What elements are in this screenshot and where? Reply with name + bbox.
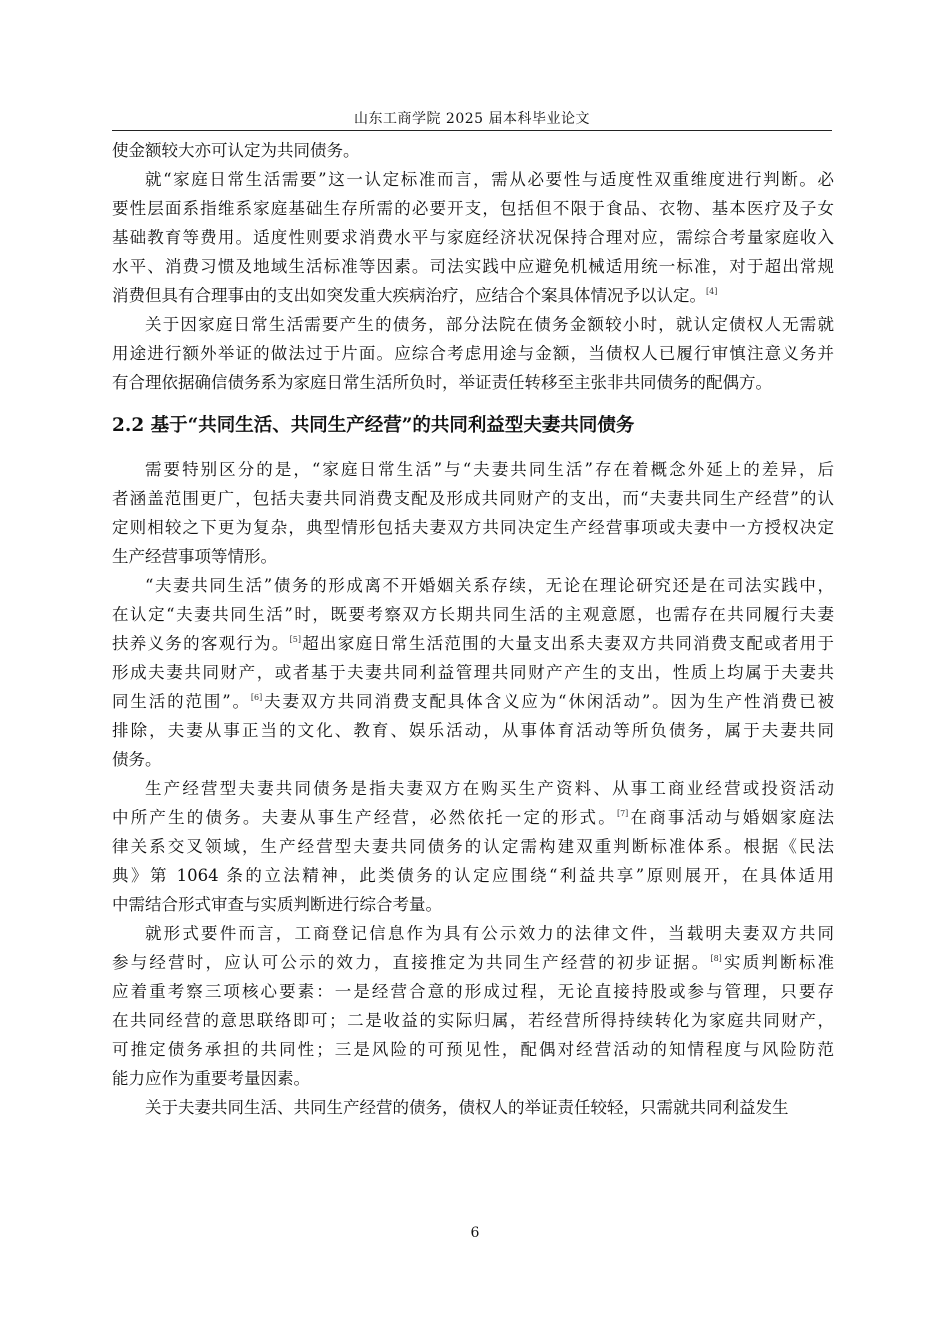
text-line	[112, 774, 834, 803]
line-text: 用途进行额外举证的做法过于片面。应综合考虑用途与金额，当债权人已履行审慎注意义务并	[112, 344, 834, 363]
text-line	[112, 600, 834, 629]
line-text: 形成夫妻共同财产，或者基于夫妻共同利益管理共同财产产生的支出，性质上均属于夫妻共	[112, 663, 834, 682]
text-line	[112, 890, 834, 919]
line-text-continued: 在商事活动与婚姻家庭法	[628, 808, 834, 827]
line-text: 在认定“夫妻共同生活”时，既要考察双方长期共同生活的主观意愿，也需存在共同履行夫妻	[112, 605, 834, 624]
line-text: 可推定债务承担的共同性；三是风险的可预见性，配偶对经营活动的知情程度与风险防范	[112, 1040, 834, 1059]
line-text: 水平、消费习惯及地域生活标准等因素。司法实践中应避免机械适用统一标准，对于超出常规	[112, 257, 834, 276]
line-text: 生产经营事项等情形。	[112, 547, 277, 566]
text-line	[112, 252, 834, 281]
line-text: 能力应作为重要考量因素。	[112, 1069, 310, 1088]
paragraph	[112, 1093, 834, 1122]
text-line	[112, 977, 834, 1006]
text-line	[112, 136, 834, 165]
text-line	[112, 1035, 834, 1064]
citation-ref: [8]	[710, 954, 722, 963]
body-text	[112, 136, 834, 1122]
text-line	[112, 310, 834, 339]
text-line	[112, 832, 834, 861]
line-text: 应着重考察三项核心要素：一是经营合意的形成过程，无论直接持股或参与管理，只要存	[112, 982, 834, 1001]
citation-ref: [6]	[250, 693, 263, 702]
paragraph	[112, 136, 834, 165]
line-text: 需要特别区分的是，“家庭日常生活”与“夫妻共同生活”存在着概念外延上的差异，后	[145, 460, 834, 479]
line-text: 定则相较之下更为复杂，典型情形包括夫妻双方共同决定生产经营事项或夫妻中一方授权决定	[112, 518, 834, 537]
paragraph	[112, 571, 834, 774]
line-text: 债务。	[112, 750, 162, 769]
text-line	[112, 803, 834, 832]
line-text: “夫妻共同生活”债务的形成离不开婚姻关系存续，无论在理论研究还是在司法实践中，	[145, 576, 834, 595]
text-line	[112, 165, 834, 194]
line-text: 使金额较大亦可认定为共同债务。	[112, 141, 360, 160]
page-number: 6	[470, 1225, 480, 1241]
citation-ref: [7]	[616, 809, 629, 818]
line-text: 关于夫妻共同生活、共同生产经营的债务，债权人的举证责任较轻，只需就共同利益发生	[145, 1098, 789, 1117]
line-text: 参与经营时，应认可公示的效力，直接推定为共同生产经营的初步证据。	[112, 953, 711, 972]
text-line	[112, 745, 834, 774]
line-text: 同生活的范围”。	[112, 692, 251, 711]
text-line	[112, 571, 834, 600]
paragraph	[112, 165, 834, 310]
line-text: 者涵盖范围更广，包括夫妻共同消费支配及形成共同财产的支出，而“夫妻共同生产经营”的认	[112, 489, 834, 508]
text-line	[112, 513, 834, 542]
text-line	[112, 194, 834, 223]
line-text: 扶养义务的客观行为。	[112, 634, 290, 653]
citation-ref: [5]	[289, 635, 302, 644]
line-text: 在共同经营的意思联络即可；二是收益的实际归属，若经营所得持续转化为家庭共同财产，	[112, 1011, 834, 1030]
line-text: 要性层面系指维系家庭基础生存所需的必要开支，包括但不限于食品、衣物、基本医疗及子女	[112, 199, 834, 218]
text-line	[112, 658, 834, 687]
paragraph	[112, 919, 834, 1093]
line-text: 律关系交叉领域，生产经营型夫妻共同债务的认定需构建双重判断标准体系。根据《民法	[112, 837, 834, 856]
text-line	[112, 1093, 834, 1122]
running-header: 山东工商学院 2025 届本科毕业论文	[353, 111, 591, 127]
text-line	[112, 1064, 834, 1093]
section-before-heading	[112, 136, 834, 397]
line-text: 就形式要件而言，工商登记信息作为具有公示效力的法律文件，当载明夫妻双方共同	[145, 924, 834, 943]
text-line	[112, 687, 834, 716]
text-line	[112, 484, 834, 513]
paragraph	[112, 310, 834, 397]
line-text: 生产经营型夫妻共同债务是指夫妻双方在购买生产资料、从事工商业经营或投资活动	[145, 779, 834, 798]
line-text-continued: 超出家庭日常生活范围的大量支出系夫妻双方共同消费支配或者用于	[301, 634, 834, 653]
line-text: 中所产生的债务。夫妻从事生产经营，必然依托一定的形式。	[112, 808, 617, 827]
line-text-continued: 夫妻双方共同消费支配具体含义应为“休闲活动”。因为生产性消费已被	[262, 692, 834, 711]
line-text: 消费但具有合理事由的支出如突发重大疾病治疗，应结合个案具体情况予以认定。	[112, 286, 706, 305]
text-line	[112, 542, 834, 571]
text-line	[112, 455, 834, 484]
text-line	[112, 919, 834, 948]
header-rule	[112, 130, 832, 131]
text-line	[112, 368, 834, 397]
line-text: 排除，夫妻从事正当的文化、教育、娱乐活动，从事体育活动等所负债务，属于夫妻共同	[112, 721, 834, 740]
text-line	[112, 716, 834, 745]
line-text: 就“家庭日常生活需要”这一认定标准而言，需从必要性与适度性双重维度进行判断。必	[145, 170, 834, 189]
text-line	[112, 861, 834, 890]
section-heading: 2.2 基于“共同生活、共同生产经营”的共同利益型夫妻共同债务	[112, 415, 635, 436]
citation-ref: [4]	[706, 287, 718, 296]
text-line	[112, 223, 834, 252]
line-text: 有合理依据确信债务系为家庭日常生活所负时，举证责任转移至主张非共同债务的配偶方。	[112, 373, 772, 392]
line-text-continued: 实质判断标准	[721, 953, 834, 972]
paragraph	[112, 774, 834, 919]
line-text: 中需结合形式审查与实质判断进行综合考量。	[112, 895, 442, 914]
text-line	[112, 1006, 834, 1035]
text-line	[112, 281, 834, 310]
text-line	[112, 948, 834, 977]
text-line	[112, 629, 834, 658]
section-after-heading	[112, 455, 834, 1122]
text-line	[112, 339, 834, 368]
line-text: 基础教育等费用。适度性则要求消费水平与家庭经济状况保持合理对应，需综合考量家庭收入	[112, 228, 834, 247]
paragraph	[112, 455, 834, 571]
line-text: 典》第 1064 条的立法精神，此类债务的认定应围绕“利益共享”原则展开，在具体适用	[112, 866, 834, 885]
line-text: 关于因家庭日常生活需要产生的债务，部分法院在债务金额较小时，就认定债权人无需就	[145, 315, 834, 334]
